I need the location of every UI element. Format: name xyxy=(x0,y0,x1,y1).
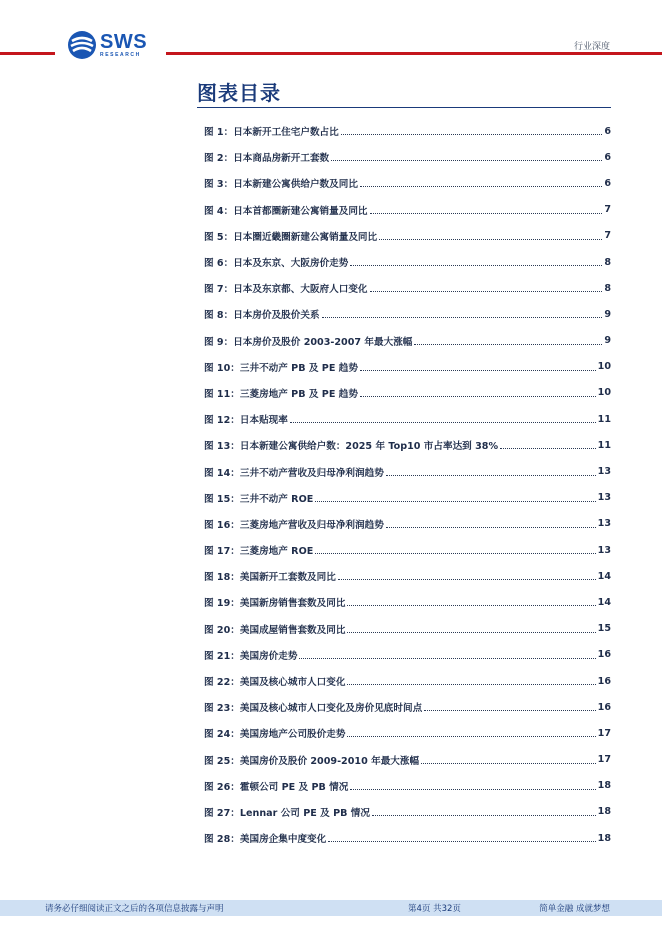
logo-subtext: RESEARCH xyxy=(100,52,141,58)
toc-entry-page: 18 xyxy=(597,806,611,818)
toc-leader-dots xyxy=(372,806,596,816)
company-logo xyxy=(67,29,147,61)
toc-entry-label: 图 9：日本房价及股价 2003-2007 年最大涨幅 xyxy=(204,336,413,348)
toc-entry[interactable] xyxy=(204,773,611,799)
toc-leader-dots xyxy=(347,675,595,685)
toc-leader-dots xyxy=(299,649,595,659)
toc-leader-dots xyxy=(315,492,595,502)
toc-entry-label: 图 18：美国新开工套数及同比 xyxy=(204,572,336,584)
toc-entry[interactable] xyxy=(204,668,611,694)
toc-leader-dots xyxy=(350,780,595,790)
toc-entry-page: 18 xyxy=(597,832,611,844)
toc-entry-page: 9 xyxy=(604,308,611,320)
toc-entry-page: 14 xyxy=(597,596,611,608)
toc-leader-dots xyxy=(370,204,603,214)
toc-leader-dots xyxy=(360,361,596,371)
toc-entry-page: 15 xyxy=(597,623,611,635)
toc-entry-page: 6 xyxy=(604,151,611,163)
toc-leader-dots xyxy=(386,466,596,476)
toc-entry-label: 图 20：美国成屋销售套数及同比 xyxy=(204,624,346,636)
toc-entry-label: 图 1：日本新开工住宅户数占比 xyxy=(204,127,339,139)
toc-entry-page: 17 xyxy=(597,754,611,766)
toc-leader-dots xyxy=(421,754,596,764)
toc-entry-page: 13 xyxy=(597,492,611,504)
toc-entry[interactable] xyxy=(204,249,611,275)
toc-entry-page: 16 xyxy=(597,649,611,661)
toc-entry-label: 图 16：三菱房地产营收及归母净利润趋势 xyxy=(204,519,384,531)
toc-entry[interactable] xyxy=(204,799,611,825)
toc-entry-label: 图 2：日本商品房新开工套数 xyxy=(204,153,330,165)
sws-logo-icon xyxy=(67,30,97,60)
toc-entry-label: 图 21：美国房价走势 xyxy=(204,650,298,662)
footer-page-number: 第4页 共32页 xyxy=(408,904,461,914)
toc-entry-label: 图 14：三井不动产营收及归母净利润趋势 xyxy=(204,467,384,479)
toc-entry-label: 图 5：日本圈近畿圈新建公寓销量及同比 xyxy=(204,231,378,243)
toc-entry-page: 10 xyxy=(597,387,611,399)
report-type-label: 行业深度 xyxy=(573,42,610,52)
toc-entry-label: 图 24：美国房地产公司股价走势 xyxy=(204,729,346,741)
toc-entry-label: 图 12：日本贴现率 xyxy=(204,415,288,427)
toc-entry-label: 图 11：三菱房地产 PB 及 PE 趋势 xyxy=(204,388,358,400)
page-title: 图表目录 xyxy=(197,81,281,105)
toc-entry[interactable] xyxy=(204,432,611,458)
toc-entry-page: 11 xyxy=(597,413,611,425)
toc-entry[interactable] xyxy=(204,616,611,642)
header-rule-left xyxy=(0,52,55,55)
toc-entry-page: 9 xyxy=(604,335,611,347)
toc-entry-page: 8 xyxy=(604,256,611,268)
toc-entry-page: 16 xyxy=(597,701,611,713)
toc-leader-dots xyxy=(370,282,603,292)
toc-entry-page: 13 xyxy=(597,466,611,478)
toc-entry-label: 图 10：三井不动产 PB 及 PE 趋势 xyxy=(204,362,358,374)
toc-entry-label: 图 3：日本新建公寓供给户数及同比 xyxy=(204,179,358,191)
toc-entry-label: 图 28：美国房企集中度变化 xyxy=(204,834,327,846)
toc-leader-dots xyxy=(350,256,602,266)
title-underline xyxy=(197,107,611,108)
toc-entry[interactable] xyxy=(204,694,611,720)
toc-entry-page: 8 xyxy=(604,282,611,294)
toc-entry-label: 图 22：美国及核心城市人口变化 xyxy=(204,677,346,689)
footer-slogan: 简单金融 成就梦想 xyxy=(539,904,610,914)
toc-entry-page: 13 xyxy=(597,518,611,530)
toc-entry[interactable] xyxy=(204,485,611,511)
toc-leader-dots xyxy=(290,413,596,423)
toc-entry[interactable] xyxy=(204,563,611,589)
toc-leader-dots xyxy=(360,387,596,397)
toc-leader-dots xyxy=(347,596,595,606)
toc-entry[interactable] xyxy=(204,406,611,432)
toc-entry[interactable] xyxy=(204,720,611,746)
logo-wordmark: SWS xyxy=(100,31,148,53)
toc-entry-page: 6 xyxy=(604,177,611,189)
toc-entry-label: 图 26：霍顿公司 PE 及 PB 情况 xyxy=(204,781,349,793)
toc-entry[interactable] xyxy=(204,223,611,249)
toc-entry[interactable] xyxy=(204,275,611,301)
toc-leader-dots xyxy=(414,335,602,345)
toc-entry-label: 图 27：Lennar 公司 PE 及 PB 情况 xyxy=(204,807,370,819)
toc-entry-page: 17 xyxy=(597,727,611,739)
toc-entry-page: 10 xyxy=(597,361,611,373)
toc-entry-label: 图 7：日本及东京都、大阪府人口变化 xyxy=(204,284,368,296)
toc-entry[interactable] xyxy=(204,642,611,668)
toc-entry[interactable] xyxy=(204,118,611,144)
toc-entry[interactable] xyxy=(204,170,611,196)
figure-list xyxy=(204,118,611,851)
toc-leader-dots xyxy=(347,727,595,737)
toc-entry-page: 13 xyxy=(597,544,611,556)
toc-leader-dots xyxy=(315,544,595,554)
toc-entry[interactable] xyxy=(204,301,611,327)
footer-disclaimer: 请务必仔细阅读正文之后的各项信息披露与声明 xyxy=(45,904,224,914)
toc-entry-page: 11 xyxy=(597,439,611,451)
toc-entry[interactable] xyxy=(204,537,611,563)
toc-entry[interactable] xyxy=(204,197,611,223)
toc-entry[interactable] xyxy=(204,458,611,484)
toc-entry[interactable] xyxy=(204,589,611,615)
toc-entry-label: 图 15：三井不动产 ROE xyxy=(204,493,314,505)
header-rule-right xyxy=(166,52,662,55)
toc-entry-page: 7 xyxy=(604,230,611,242)
toc-leader-dots xyxy=(328,832,595,842)
toc-entry-label: 图 8：日本房价及股价关系 xyxy=(204,310,320,322)
toc-entry-label: 图 4：日本首都圈新建公寓销量及同比 xyxy=(204,205,368,217)
toc-entry-label: 图 6：日本及东京、大阪房价走势 xyxy=(204,258,349,270)
toc-entry[interactable] xyxy=(204,747,611,773)
toc-entry[interactable] xyxy=(204,354,611,380)
toc-leader-dots xyxy=(379,230,602,240)
toc-entry-page: 16 xyxy=(597,675,611,687)
toc-leader-dots xyxy=(360,177,602,187)
toc-leader-dots xyxy=(331,151,602,161)
toc-entry[interactable] xyxy=(204,380,611,406)
toc-entry-page: 14 xyxy=(597,570,611,582)
toc-entry-page: 7 xyxy=(604,204,611,216)
toc-entry-label: 图 17：三菱房地产 ROE xyxy=(204,546,314,558)
toc-leader-dots xyxy=(500,439,596,449)
toc-leader-dots xyxy=(341,125,603,135)
toc-leader-dots xyxy=(322,308,603,318)
toc-entry[interactable] xyxy=(204,511,611,537)
toc-leader-dots xyxy=(338,570,596,580)
toc-leader-dots xyxy=(386,518,596,528)
toc-entry[interactable] xyxy=(204,328,611,354)
toc-leader-dots xyxy=(347,623,595,633)
toc-entry[interactable] xyxy=(204,825,611,851)
toc-entry-label: 图 25：美国房价及股价 2009-2010 年最大涨幅 xyxy=(204,755,420,767)
toc-entry-label: 图 19：美国新房销售套数及同比 xyxy=(204,598,346,610)
toc-entry-page: 18 xyxy=(597,780,611,792)
toc-entry-label: 图 23：美国及核心城市人口变化及房价见底时间点 xyxy=(204,703,423,715)
toc-entry-page: 6 xyxy=(604,125,611,137)
toc-leader-dots xyxy=(424,701,595,711)
toc-entry[interactable] xyxy=(204,144,611,170)
toc-entry-label: 图 13：日本新建公寓供给户数：2025 年 Top10 市占率达到 38% xyxy=(204,441,499,453)
